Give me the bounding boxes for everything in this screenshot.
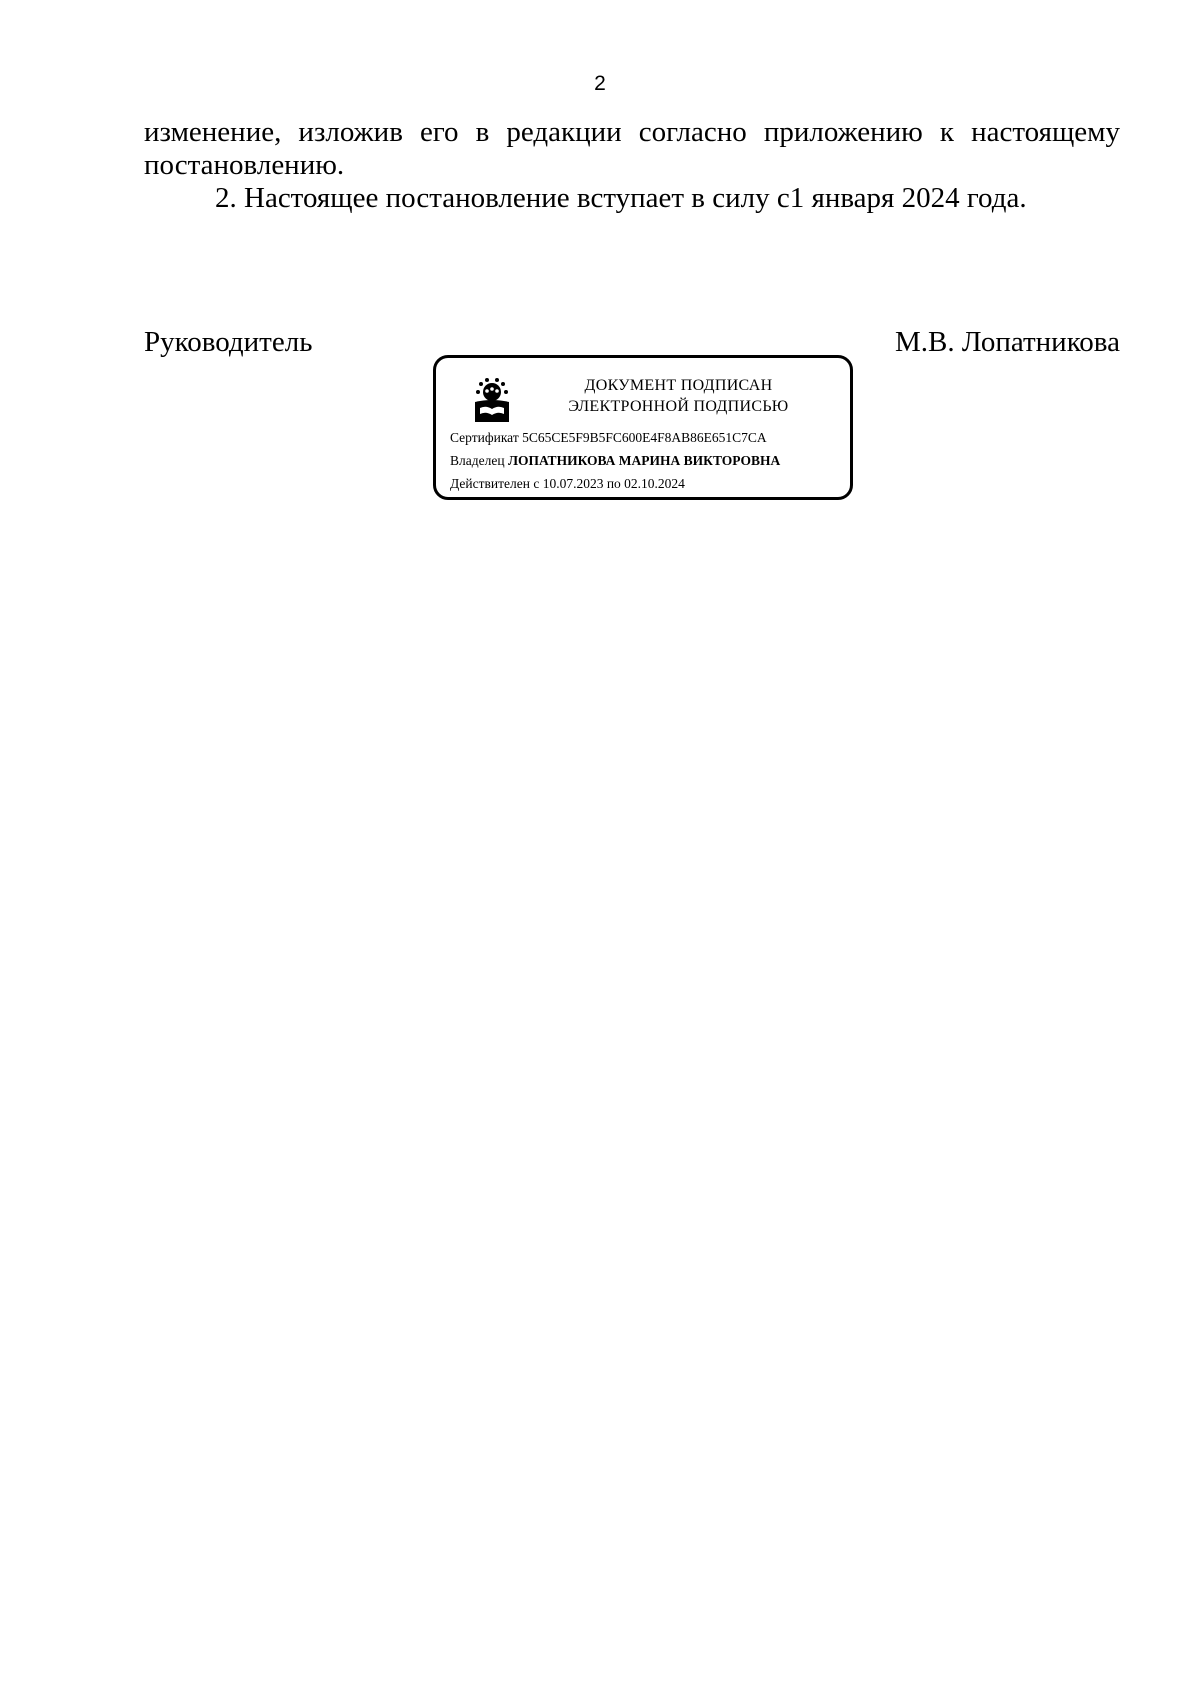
electronic-signature-stamp bbox=[433, 355, 853, 500]
certificate-value: 5C65CE5F9B5FC600E4F8AB86E651C7CA bbox=[522, 430, 767, 445]
body-paragraph-1: изменение, изложив его в редакции согласно приложению к настоящему постановлению. bbox=[144, 116, 1120, 181]
stamp-header-line-1: ДОКУМЕНТ ПОДПИСАН bbox=[584, 377, 773, 394]
valid-from: 10.07.2023 bbox=[542, 476, 604, 491]
signatory-role: Руководитель bbox=[144, 326, 313, 358]
certificate-label: Сертификат bbox=[450, 430, 519, 445]
valid-to-label: по bbox=[606, 476, 621, 491]
stamp-validity bbox=[450, 476, 685, 492]
owner-value: ЛОПАТНИКОВА МАРИНА ВИКТОРОВНА bbox=[507, 453, 781, 468]
owner-label: Владелец bbox=[450, 453, 505, 468]
stamp-header-line-2: ЭЛЕКТРОННОЙ ПОДПИСЬЮ bbox=[568, 398, 789, 415]
valid-from-label: с bbox=[533, 476, 540, 491]
valid-label: Действителен bbox=[450, 476, 530, 491]
stamp-certificate bbox=[450, 430, 767, 446]
valid-to: 02.10.2024 bbox=[624, 476, 685, 491]
signatory-name: М.В. Лопатникова bbox=[895, 326, 1120, 358]
body-paragraph-2: 2. Настоящее постановление вступает в силу с1 января 2024 года. bbox=[215, 182, 1027, 214]
stamp-header bbox=[531, 375, 826, 417]
coat-of-arms-icon bbox=[472, 378, 512, 424]
stamp-owner bbox=[450, 453, 780, 469]
page-number: 2 bbox=[594, 72, 606, 95]
